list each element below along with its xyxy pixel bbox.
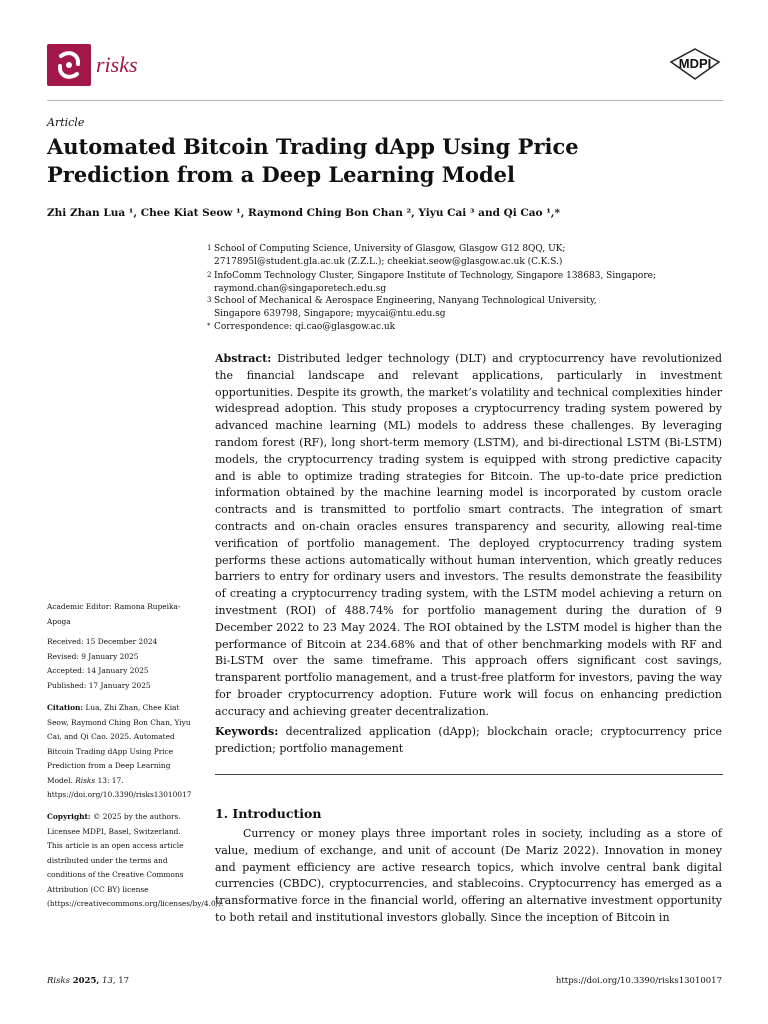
affiliation-line: InfoComm Technology Cluster, Singapore Institute of Technology, Singapore 138683, Singapore; [214, 271, 656, 281]
citation-tail: 13: 17. https://doi.org/10.3390/risks13010017 [47, 775, 192, 799]
citation [47, 701, 197, 803]
correspondence [207, 321, 396, 334]
article-type: Article [47, 116, 85, 129]
revised-date: Revised: 9 January 2025 [47, 651, 139, 661]
citation-text: Lua, Zhi Zhan, Chee Kiat Seow, Raymond Ching Bon Chan, Yiyu Cai, and Qi Cao. 2025. Automated Bitcoin Trading dApp Using Price Prediction from a Deep Learning Model. [47, 703, 191, 785]
affiliation-mark: * [207, 322, 211, 330]
footer-citation [47, 976, 129, 986]
journal-logo-icon [47, 44, 91, 86]
academic-editor: Academic Editor: Ramona Rupeika-Apoga [47, 602, 181, 626]
affiliation-line: Singapore 639798, Singapore; myycai@ntu.edu.sg [214, 309, 446, 319]
abstract [215, 351, 722, 721]
copyright [47, 810, 224, 912]
affiliation-line: Correspondence: qi.cao@glasgow.ac.uk [214, 322, 396, 332]
affiliation-mark: 1 [207, 244, 212, 252]
affiliation-line: 2717895l@student.gla.ac.uk (Z.Z.L.); cheekiat.seow@glasgow.ac.uk (C.K.S.) [214, 257, 563, 267]
keywords-label: Keywords: [215, 725, 279, 738]
published-date: Published: 17 January 2025 [47, 680, 151, 690]
affiliation-line: raymond.chan@singaporetech.edu.sg [214, 284, 387, 294]
accepted-date: Accepted: 14 January 2025 [47, 666, 149, 675]
footer-doi-link[interactable]: https://doi.org/10.3390/risks13010017 [555, 976, 722, 986]
affiliation-line: School of Mechanical & Aerospace Engineering, Nanyang Technological University, [214, 296, 597, 306]
copyright-label: Copyright: [47, 812, 91, 821]
affiliation-mark: 3 [207, 296, 212, 304]
keywords [215, 724, 722, 758]
publisher-logo [667, 47, 723, 85]
keywords-text: decentralized application (dApp); blockchain oracle; cryptocurrency price prediction; portfolio management [215, 725, 722, 755]
footer-volume: 13, [102, 976, 116, 986]
footer-journal: Risks [47, 976, 70, 986]
abstract-text: Distributed ledger technology (DLT) and cryptocurrency have revolutionized the financial landscape and relevant applications, particularly in investment opportunities. Despite its growth, the market’s volatility and technical complexities hinder widespread adoption. This study proposes a cryptocurrency trading system powered by advanced machine learning (ML) models to address these challenges. By leveraging random forest (RF), long short-term memory (LSTM), and bi-directional LSTM (Bi-LSTM) models, the cryptocurrency trading system is equipped with strong predictive capacity and is able to optimize trading strategies for Bitcoin. The up-to-date price prediction information obtained by the machine learning model is incorporated by custom oracle contracts and is transmitted to portfolio smart contracts. The integration of smart contracts and on-chain oracles ensures transparency and security, allowing real-time verification of portfolio management. The deployed cryptocurrency trading system performs these actions automatically without human intervention, which greatly reduces barriers to entry for ordinary users and investors. The results demonstrate the feasibility of creating a cryptocurrency trading system, with the LSTM model achieving a return on investment (ROI) of 488.74% for portfolio management during the duration of 9 December 2022 to 23 May 2024. The ROI obtained by the LSTM model is higher than the performance of Bitcoin at 234.68% and that of other benchmarking models with RF and Bi-LSTM over the same timeframe. This approach offers significant cost savings, transparent portfolio management, and a trust-free platform for investors, paving the way for broader cryptocurrency adoption. Future work will focus on enhancing prediction accuracy and achieving greater decentralization. [215, 352, 722, 718]
journal-logo [47, 44, 91, 86]
author-list: Zhi Zhan Lua ¹, Chee Kiat Seow ¹, Raymond Ching Bon Chan ², Yiyu Cai ³ and Qi Cao ¹,* [47, 207, 560, 219]
header-divider [47, 100, 723, 101]
journal-name: risks [96, 52, 138, 77]
introduction-paragraph: Currency or money plays three important roles in society, including as a store of value, medium of exchange, and unit of account (De Mariz 2022). Innovation in money and payment efficiency are active research topics, which involve central bank digital currencies (CBDC), cryptocurrencies, and stablecoins. Cryptocurrency has emerged as a transformative force in the financial world, offering an alternative investment opportunity to both retail and institutional investors globally. Since the inception of Bitcoin in [215, 827, 722, 924]
affiliation-line: School of Computing Science, University of Glasgow, Glasgow G12 8QQ, UK; [214, 244, 566, 254]
received-date: Received: 15 December 2024 [47, 637, 158, 646]
keywords-divider [215, 774, 723, 775]
affiliation-3 [207, 295, 597, 321]
mdpi-logo-icon [667, 47, 723, 81]
citation-label: Citation: [47, 703, 84, 712]
footer-year: 2025, [72, 976, 100, 986]
article-title: Automated Bitcoin Trading dApp Using Price Prediction from a Deep Learning Model [47, 134, 579, 187]
publisher-name: MDPI [678, 56, 712, 71]
citation-journal: Risks [75, 775, 96, 785]
section-heading: 1. Introduction [215, 806, 322, 821]
footer-article: 17 [118, 976, 130, 986]
copyright-text: © 2025 by the authors. Licensee MDPI, Basel, Switzerland. This article is an open access article distributed under the terms and conditions of the Creative Commons Attribution (CC BY) license (https://creativecommons.org/licenses/by/4.0/). [47, 812, 224, 908]
affiliation-1 [207, 243, 566, 269]
publication-dates [47, 635, 197, 693]
abstract-label: Abstract: [215, 352, 272, 365]
affiliation-2 [207, 270, 656, 296]
affiliation-mark: 2 [207, 271, 212, 279]
